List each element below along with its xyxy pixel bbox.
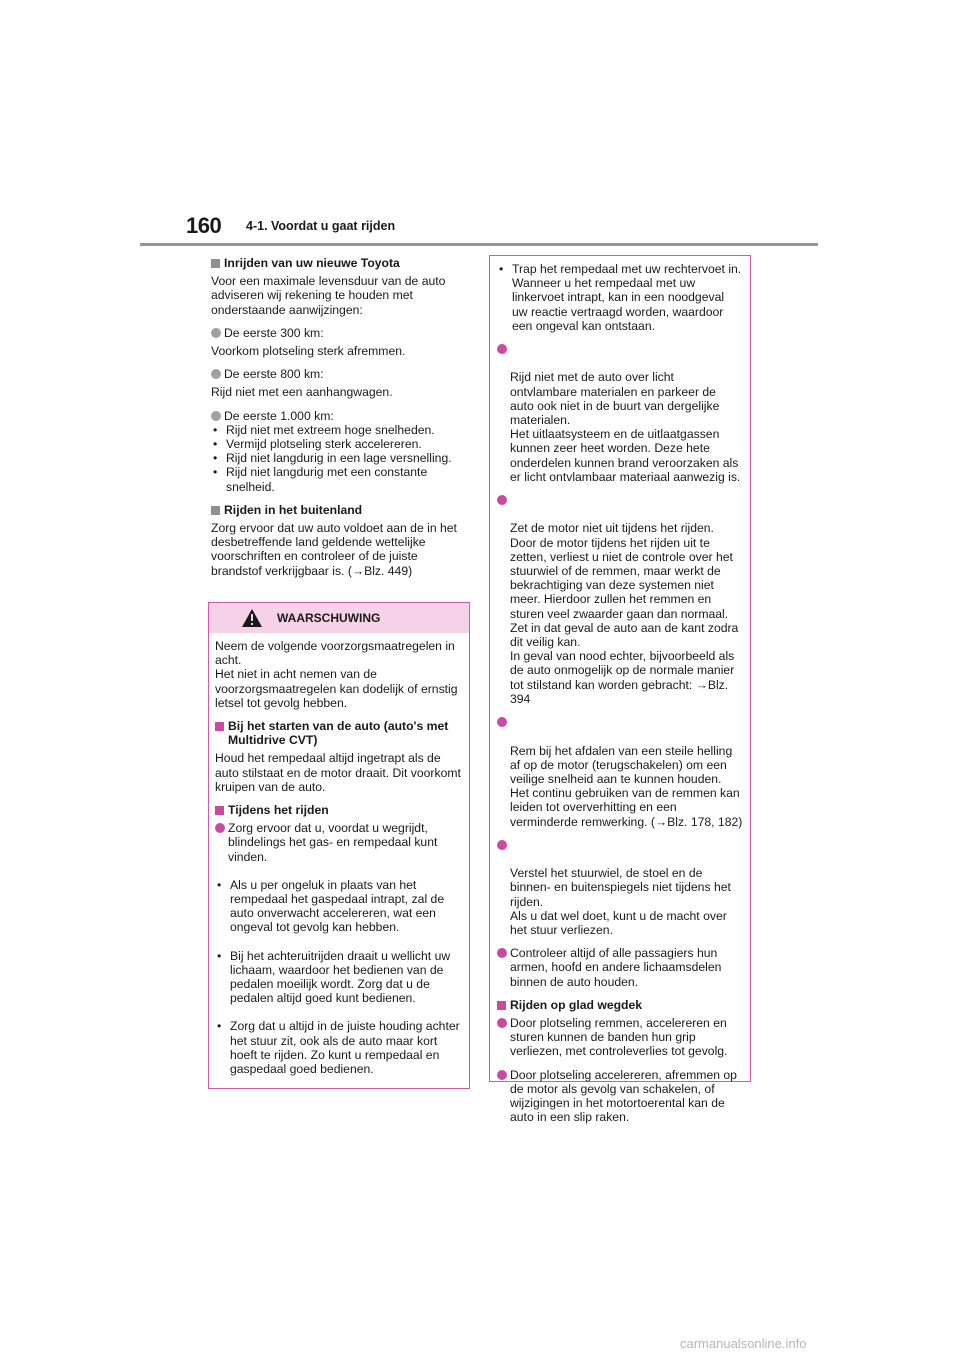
circle-bullet-icon xyxy=(497,948,507,958)
paragraph: Rijd niet met een aanhangwagen. xyxy=(211,385,393,400)
list-item: Verstel het stuurwiel, de stoel en de binnen- en buitenspiegels niet tijdens het rijden. Als u dat wel doet, kunt u de macht over het stuur verliezen. xyxy=(497,838,743,937)
circle-bullet-icon xyxy=(211,328,221,338)
list-item: Door plotseling accelereren, afremmen op de motor als gevolg van schakelen, of wijzigingen in het motortoerental kan de auto in een slip raken. xyxy=(497,1068,743,1125)
warning-triangle-icon xyxy=(241,608,263,628)
list-item: • Rijd niet langdurig in een lage versnelling. xyxy=(213,451,452,466)
circle-bullet-icon xyxy=(497,717,507,727)
list-item: • Als u per ongeluk in plaats van het rempedaal het gaspedaal intrapt, zal de auto onverwacht accelereren, wat een ongeval tot gevolg kan hebben. xyxy=(217,877,445,935)
list-item: • Rijd niet met extreem hoge snelheden. xyxy=(213,422,435,437)
square-bullet-icon xyxy=(215,806,224,815)
right-column xyxy=(497,262,743,1133)
list-item: • Rijd niet langdurig met een constante snelheid. xyxy=(213,465,428,494)
circle-bullet-icon xyxy=(497,840,507,850)
section-heading: Rijden in het buitenland xyxy=(211,503,469,517)
square-bullet-icon xyxy=(497,1001,506,1010)
paragraph: Voor een maximale levensduur van de auto adviseren wij rekening te houden met onderstaande aanwijzingen: xyxy=(211,274,446,317)
paragraph: Zorg ervoor dat uw auto voldoet aan de in het desbetreffende land geldende wettelijke voorschriften en controleer of de juiste brandstof verkrijgbaar is. (→Blz. 449) xyxy=(211,521,457,578)
paragraph: Voorkom plotseling sterk afremmen. xyxy=(211,344,406,359)
warning-title: WAARSCHUWING xyxy=(277,611,381,625)
circle-bullet-icon xyxy=(497,344,507,354)
paragraph: Houd het rempedaal altijd ingetrapt als de auto stilstaat en de motor draait. Dit voorkomt kruipen van de auto. xyxy=(215,751,461,794)
list-item: • Trap het rempedaal met uw rechtervoet in. Wanneer u het rempedaal met uw linkervoet intrapt, kan in een noodgeval uw reactie vertraagd worden, waardoor een ongeval kan ontstaan. xyxy=(499,262,742,333)
list-item: Rem bij het afdalen van een steile helling af op de motor (terugschakelen) om een veilige snelheid aan te kunnen houden. Het continu gebruiken van de remmen kan leiden tot oververhitting en een verminderde remwerking. (→Blz. 178, 182) xyxy=(497,715,743,829)
warning-header xyxy=(209,603,469,633)
list-item: Rijd niet met de auto over licht ontvlambare materialen en parkeer de auto ook niet in de buurt van dergelijke materialen. Het uitlaatsysteem en de uitlaatgassen kunnen zeer heet worden. Deze hete onderdelen kunnen brand veroorzaken als er licht ontvlambaar materiaal aanwezig is. xyxy=(497,342,743,484)
section-heading: Bij het starten van de auto (auto's met Multidrive CVT) xyxy=(215,719,461,747)
list-item: De eerste 300 km: xyxy=(211,326,469,340)
circle-bullet-icon xyxy=(211,411,221,421)
list-item: De eerste 800 km: xyxy=(211,367,469,381)
circle-bullet-icon xyxy=(497,495,507,505)
warning-body xyxy=(215,639,461,1076)
left-column xyxy=(211,256,469,587)
list-item: Controleer altijd of alle passagiers hun armen, hoofd en andere lichaamsdelen binnen de auto houden. xyxy=(497,946,743,989)
list-item: • Vermijd plotseling sterk accelereren. xyxy=(213,437,422,452)
circle-bullet-icon xyxy=(215,823,225,833)
paragraph: Neem de volgende voorzorgsmaatregelen in acht. Het niet in acht nemen van de voorzorgsmaatregelen kan dodelijk of ernstig letsel tot gevolg hebben. xyxy=(215,639,458,710)
header-rule xyxy=(140,243,818,246)
circle-bullet-icon xyxy=(497,1070,507,1080)
square-bullet-icon xyxy=(211,506,220,515)
list-item: Zorg ervoor dat u, voordat u wegrijdt, blindelings het gas- en rempedaal kunt vinden. xyxy=(215,821,461,864)
list-item: De eerste 1.000 km: xyxy=(211,409,469,423)
square-bullet-icon xyxy=(215,722,224,731)
section-heading: Inrijden van uw nieuwe Toyota xyxy=(211,256,469,270)
list-item: • Zorg dat u altijd in de juiste houding achter het stuur zit, ook als de auto maar kort hoeft te rijden. Zo kunt u rempedaal en gaspedaal goed bedienen. xyxy=(217,1019,460,1077)
list-item: Zet de motor niet uit tijdens het rijden. Door de motor tijdens het rijden uit te zetten, verliest u niet de controle over het stuurwiel of de remmen, maar werkt de bekrachtiging van deze systemen niet meer. Hierdoor zullen het remmen en sturen veel zwaarder gaan dan normaal. Zet in dat geval de auto aan de kant zodra dit veilig kan. In geval van nood echter, bijvoorbeeld als de auto onmogelijk op de normale manier tot stilstand kan worden gebracht: →Blz. 394 xyxy=(497,493,743,706)
section-title: 4-1. Voordat u gaat rijden xyxy=(246,219,396,233)
section-heading: Rijden op glad wegdek xyxy=(497,998,743,1012)
page-number: 160 xyxy=(186,213,222,238)
watermark[interactable]: carmanualsonline.info xyxy=(680,1336,807,1351)
circle-bullet-icon xyxy=(497,1018,507,1028)
list-item: • Bij het achteruitrijden draait u wellicht uw lichaam, waardoor het bedienen van de pedalen moeilijk wordt. Zorg dat u de pedalen altijd goed kunt bedienen. xyxy=(217,948,451,1006)
list-item: Door plotseling remmen, accelereren en sturen kunnen de banden hun grip verliezen, met controleverlies tot gevolg. xyxy=(497,1016,743,1059)
warning-box xyxy=(208,602,470,1089)
section-heading: Tijdens het rijden xyxy=(215,803,461,817)
circle-bullet-icon xyxy=(211,369,221,379)
square-bullet-icon xyxy=(211,259,220,268)
